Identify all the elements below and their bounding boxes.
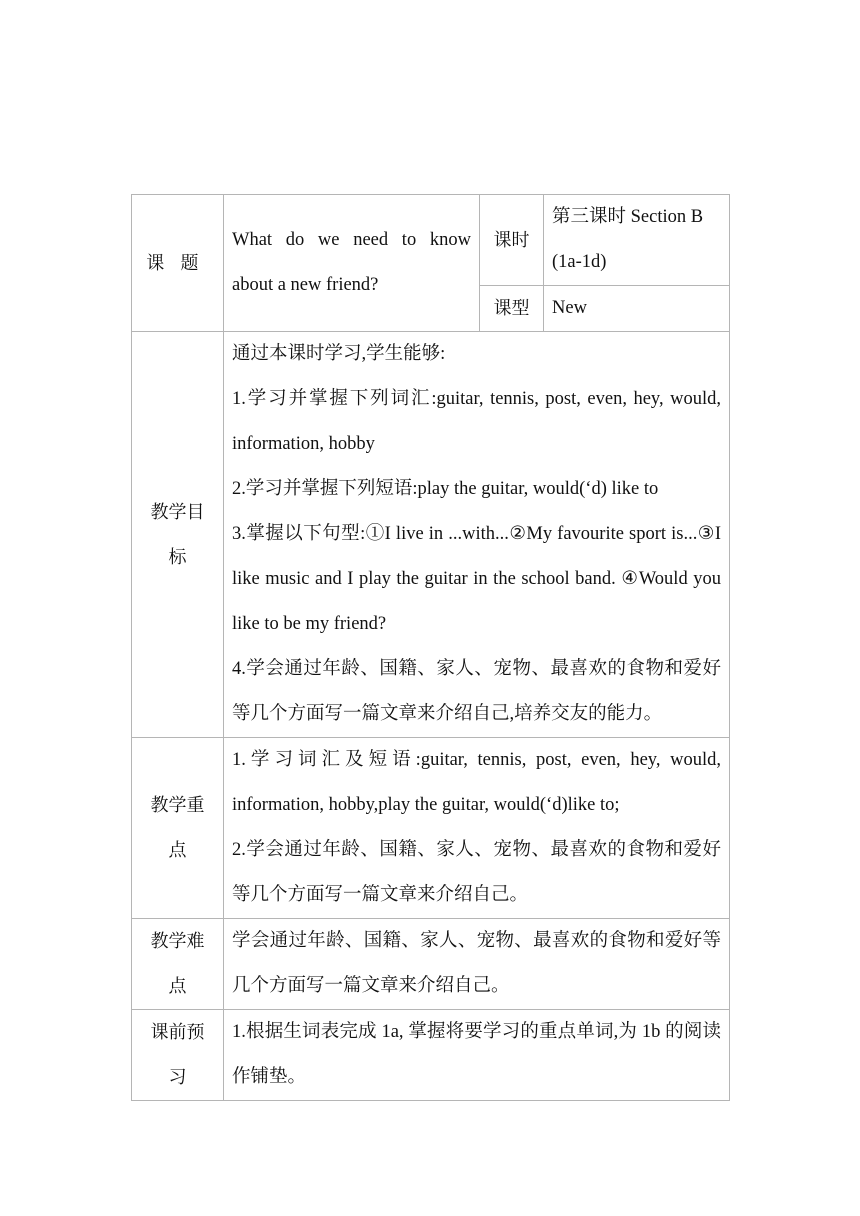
- key-points-line: 2.学会通过年龄、国籍、家人、宠物、最喜欢的食物和爱好等几个方面写一篇文章来介绍自己。: [232, 840, 721, 905]
- difficulties-line: 学会通过年龄、国籍、家人、宠物、最喜欢的食物和爱好等几个方面写一篇文章来介绍自己。: [232, 931, 721, 996]
- objectives-label: 教学目标: [132, 332, 224, 738]
- objectives-line: 3.掌握以下句型:①I live in ...with...②My favourite sport is...③I like music and I play the guitar in the school band. ④Would you like to be my friend?: [232, 524, 721, 634]
- type-value: New: [544, 286, 730, 332]
- difficulties-content: [224, 919, 730, 1010]
- difficulties-label: 教学难点: [132, 919, 224, 1010]
- objectives-line: 通过本课时学习,学生能够:: [232, 344, 446, 364]
- preview-label: 课前预习: [132, 1010, 224, 1101]
- type-label: 课型: [480, 286, 544, 332]
- difficulties-row: [132, 919, 730, 1010]
- key-points-content: [224, 738, 730, 919]
- objectives-line: 4.学会通过年龄、国籍、家人、宠物、最喜欢的食物和爱好等几个方面写一篇文章来介绍自己,培养交友的能力。: [232, 659, 721, 724]
- topic-row: [132, 195, 730, 286]
- topic-label: 课题: [132, 195, 224, 332]
- lesson-plan-table: [131, 194, 730, 1101]
- key-points-label: 教学重点: [132, 738, 224, 919]
- key-points-row: [132, 738, 730, 919]
- objectives-row: [132, 332, 730, 738]
- period-label: 课时: [480, 195, 544, 286]
- objectives-line: 1.学习并掌握下列词汇:guitar, tennis, post, even, hey, would, information, hobby: [232, 389, 721, 454]
- period-value: 第三课时 Section B (1a-1d): [544, 195, 730, 286]
- preview-line: 1.根据生词表完成 1a, 掌握将要学习的重点单词,为 1b 的阅读作铺垫。: [232, 1022, 721, 1087]
- key-points-line: 1.学习词汇及短语:guitar, tennis, post, even, hey, would, information, hobby,play the guitar, would(‘d)like to;: [232, 750, 721, 815]
- preview-content: [224, 1010, 730, 1101]
- preview-row: [132, 1010, 730, 1101]
- objectives-line: 2.学习并掌握下列短语:play the guitar, would(‘d) like to: [232, 479, 659, 499]
- topic-value: What do we need to know about a new friend?: [224, 195, 480, 332]
- objectives-content: [224, 332, 730, 738]
